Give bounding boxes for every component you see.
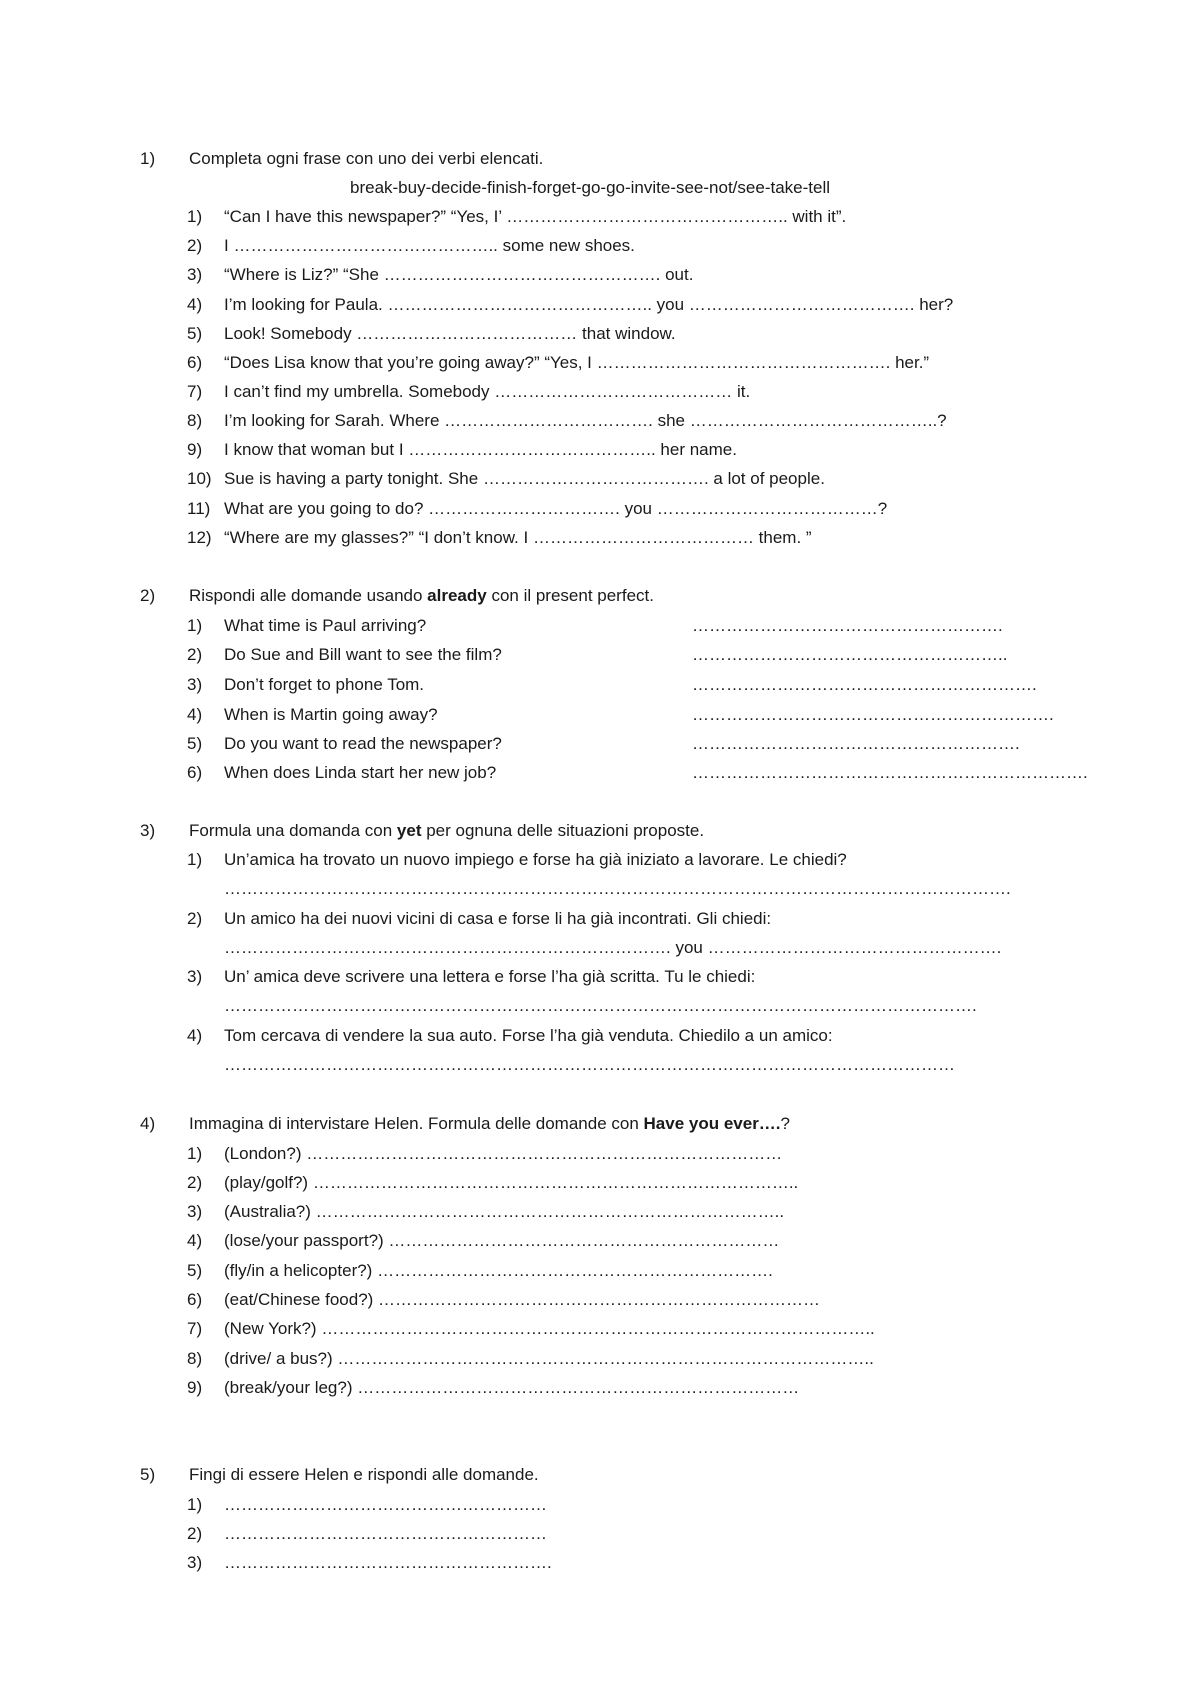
s1-item-4-number: 4) [187,295,203,314]
s4-item-4-number: 4) [187,1231,203,1250]
s1-item-3-text: “Where is Liz?” “She …………………………………………. out. [224,265,694,284]
s3-item-2-number: 2) [187,909,203,928]
s4-item-1-text: (London?) ………………………………………………………………………… [224,1144,783,1163]
s1-item-9-text: I know that woman but I …………………………………….. her name. [224,440,737,459]
s4-item-3-text: (Australia?) ……………………………………………………………………….. [224,1202,785,1221]
s1-item-11-text: What are you going to do? ……………………………. you …………………………………? [224,499,888,518]
s5-item-1-text: ………………………………………………… [224,1495,547,1514]
section-4-title: Immagina di intervistare Helen. Formula delle domande con Have you ever….? [189,1114,790,1133]
s1-item-2-text: I ……………………………………….. some new shoes. [224,236,635,255]
s1-item-8-text: I’m looking for Sarah. Where ………………………………. she ……………………………………..? [224,411,947,430]
s1-item-7-number: 7) [187,382,203,401]
s5-item-1-number: 1) [187,1495,203,1514]
section-1-number: 1) [140,149,156,168]
s3-item-4-text: Tom cercava di vendere la sua auto. Forse l’ha già venduta. Chiedilo a un amico: [224,1026,833,1045]
section-2-title: Rispondi alle domande usando already con il present perfect. [189,586,654,605]
s4-item-1-number: 1) [187,1144,203,1163]
section-3-number: 3) [140,821,156,840]
s1-item-6-number: 6) [187,353,203,372]
s2-item-5-number: 5) [187,734,203,753]
s1-item-6-text: “Does Lisa know that you’re going away?” “Yes, I ……………………………………………. her.” [224,353,930,372]
s2-item-3-question: Don’t forget to phone Tom. [224,675,425,694]
s4-item-8-text: (drive/ a bus?) ………………………………………………………………………………….. [224,1349,874,1368]
s3-item-2-answer: ……………………………………………………………………. you ……………………………………………. [224,938,1002,957]
s2-item-4-number: 4) [187,705,203,724]
s1-item-3-number: 3) [187,265,203,284]
s2-item-2-number: 2) [187,645,203,664]
s1-item-12-text: “Where are my glasses?” “I don’t know. I ………………………………… them. ” [224,528,812,547]
s2-item-6-answer: ……………………………………………………………. [692,763,1088,782]
keyword-already: already [427,586,487,605]
s4-item-7-text: (New York?) …………………………………………………………………………………….. [224,1319,875,1338]
section-4-number: 4) [140,1114,156,1133]
s4-item-2-number: 2) [187,1173,203,1192]
s1-item-2-number: 2) [187,236,203,255]
s4-item-6-text: (eat/Chinese food?) …………………………………………………………………… [224,1290,821,1309]
s3-item-3-number: 3) [187,967,203,986]
s1-item-1-number: 1) [187,207,203,226]
s2-item-5-question: Do you want to read the newspaper? [224,734,502,753]
s1-item-11-number: 11) [187,499,211,518]
s1-item-9-number: 9) [187,440,203,459]
s1-item-7-text: I can’t find my umbrella. Somebody …………………………………… it. [224,382,751,401]
s4-item-5-text: (fly/in a helicopter?) ……………………………………………………………. [224,1261,773,1280]
s2-item-1-answer: ………………………………………………. [692,616,1003,635]
s2-item-6-number: 6) [187,763,203,782]
verb-list: break-buy-decide-finish-forget-go-go-invite-see-not/see-take-tell [350,178,831,197]
s5-item-2-number: 2) [187,1524,203,1543]
s1-item-5-number: 5) [187,324,203,343]
section-5-title: Fingi di essere Helen e rispondi alle domande. [189,1465,539,1484]
s3-item-4-number: 4) [187,1026,203,1045]
s1-item-1-text: “Can I have this newspaper?” “Yes, I’ ………………………………………….. with it”. [224,207,847,226]
s2-item-1-question: What time is Paul arriving? [224,616,427,635]
s2-item-4-answer: ………………………………………………………. [692,705,1054,724]
s1-item-4-text: I’m looking for Paula. ……………………………………….. you …………………………………. her? [224,295,954,314]
s3-item-3-text: Un’ amica deve scrivere una lettera e forse l’ha già scritta. Tu le chiedi: [224,967,756,986]
section-5-number: 5) [140,1465,156,1484]
s2-item-3-answer: ……………………………………………………. [692,675,1037,694]
s3-item-4-answer: ………………………………………………………………………………………………………………… [224,1055,955,1074]
s1-item-10-number: 10) [187,469,212,488]
s2-item-3-number: 3) [187,675,203,694]
s4-item-9-number: 9) [187,1378,203,1397]
s2-item-4-question: When is Martin going away? [224,705,438,724]
s4-item-4-text: (lose/your passport?) …………………………………………………………… [224,1231,780,1250]
s3-item-1-text: Un’amica ha trovato un nuovo impiego e forse ha già iniziato a lavorare. Le chiedi? [224,850,847,869]
section-1-title: Completa ogni frase con uno dei verbi elencati. [189,149,544,168]
s1-item-5-text: Look! Somebody ………………………………… that window. [224,324,676,343]
s1-item-10-text: Sue is having a party tonight. She …………………………………. a lot of people. [224,469,825,488]
s1-item-8-number: 8) [187,411,203,430]
section-3-title: Formula una domanda con yet per ognuna delle situazioni proposte. [189,821,705,840]
s1-item-12-number: 12) [187,528,212,547]
keyword-yet: yet [396,821,422,840]
s3-item-1-number: 1) [187,850,203,869]
s2-item-6-question: When does Linda start her new job? [224,763,497,782]
s3-item-1-answer: …………………………………………………………………………………………………………………………. [224,879,1011,898]
s5-item-3-number: 3) [187,1553,203,1572]
s4-item-3-number: 3) [187,1202,203,1221]
s2-item-2-answer: ……………………………………………….. [692,645,1008,664]
s2-item-2-question: Do Sue and Bill want to see the film? [224,645,502,664]
s2-item-5-answer: …………………………………………………. [692,734,1020,753]
s5-item-3-text: …………………………………………………. [224,1553,552,1572]
section-2-number: 2) [140,586,156,605]
s4-item-9-text: (break/your leg?) …………………………………………………………………… [224,1378,800,1397]
s2-item-1-number: 1) [187,616,203,635]
s3-item-3-answer: ……………………………………………………………………………………………………………………. [224,996,977,1015]
s3-item-2-text: Un amico ha dei nuovi vicini di casa e forse li ha già incontrati. Gli chiedi: [224,909,772,928]
s5-item-2-text: ………………………………………………… [224,1524,547,1543]
s4-item-5-number: 5) [187,1261,203,1280]
s4-item-6-number: 6) [187,1290,203,1309]
s4-item-7-number: 7) [187,1319,203,1338]
keyword-have-you-ever: Have you ever…. [643,1114,781,1133]
s4-item-2-text: (play/golf?) ………………………………………………………………………….. [224,1173,799,1192]
s4-item-8-number: 8) [187,1349,203,1368]
